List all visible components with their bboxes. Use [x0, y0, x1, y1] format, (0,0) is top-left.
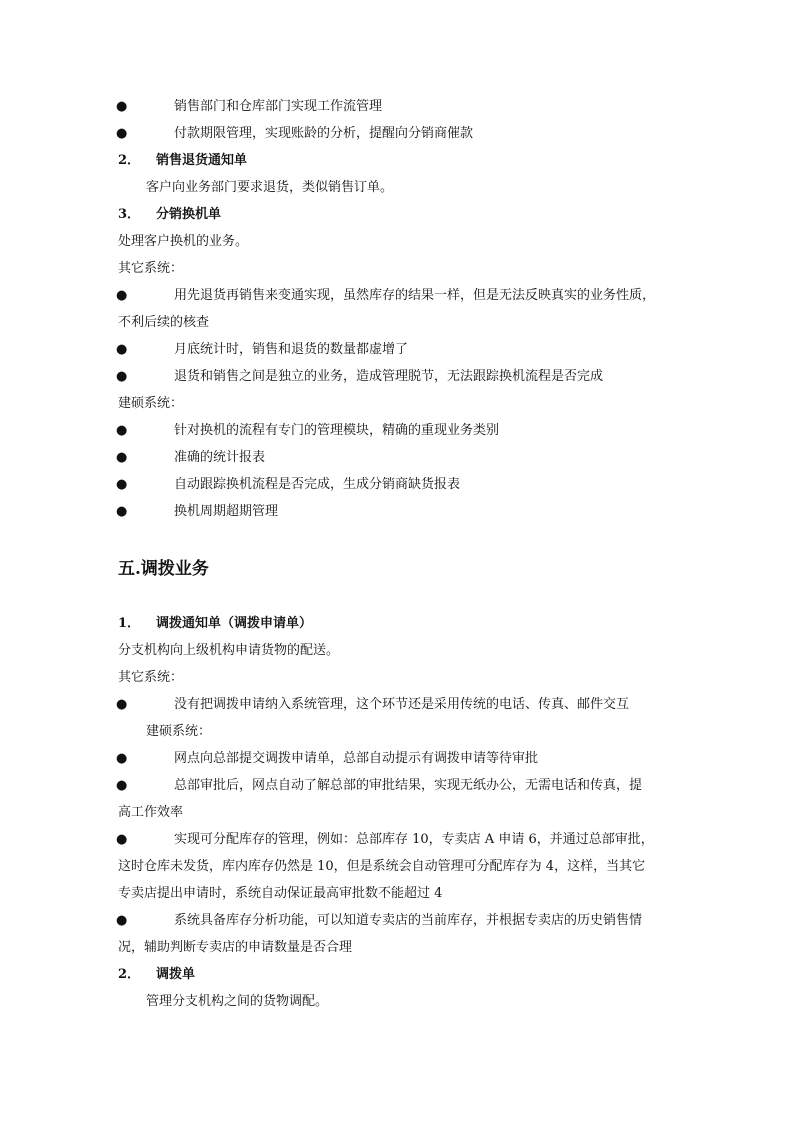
subheading: 其它系统：: [118, 670, 184, 685]
section-number: 2．: [118, 967, 141, 982]
bullet-icon: ●: [116, 751, 128, 766]
list-item-continuation: 不利后续的核查: [118, 315, 210, 330]
list-item: 换机周期超期管理: [174, 504, 279, 519]
bullet-icon: ●: [116, 99, 128, 114]
list-item-continuation: 况，辅助判断专卖店的申请数量是否合理: [118, 940, 353, 955]
section-title: 分销换机单: [156, 207, 222, 222]
list-item: 针对换机的流程有专门的管理模块，精确的重现业务类别: [174, 423, 500, 438]
list-item: 用先退货再销售来变通实现，虽然库存的结果一样，但是无法反映真实的业务性质，: [174, 288, 656, 303]
list-item-continuation: 这时仓库未发货，库内库存仍然是 10，但是系统会自动管理可分配库存为 4，这样，当其它: [118, 859, 646, 874]
list-item: 总部审批后，网点自动了解总部的审批结果，实现无纸办公，无需电话和传真，提: [174, 778, 643, 793]
chapter-heading: 五.调拨业务: [118, 559, 209, 579]
bullet-icon: ●: [116, 369, 128, 384]
list-item: 自动跟踪换机流程是否完成，生成分销商缺货报表: [174, 477, 461, 492]
section-title: 调拨通知单（调拨申请单）: [156, 616, 313, 631]
list-item: 准确的统计报表: [174, 450, 266, 465]
bullet-icon: ●: [116, 504, 128, 519]
section-title: 销售退货通知单: [156, 153, 248, 168]
bullet-icon: ●: [116, 697, 128, 712]
list-item: 退货和销售之间是独立的业务，造成管理脱节，无法跟踪换机流程是否完成: [174, 369, 604, 384]
section-title: 调拨单: [156, 967, 196, 982]
paragraph: 管理分支机构之间的货物调配。: [146, 994, 329, 1009]
list-item: 月底统计时，销售和退货的数量都虚增了: [174, 342, 409, 357]
list-item: 实现可分配库存的管理，例如：总部库存 10，专卖店 A 申请 6，并通过总部审批，: [174, 832, 654, 847]
list-item-continuation: 专卖店提出申请时，系统自动保证最高审批数不能超过 4: [118, 886, 443, 901]
list-item-continuation: 高工作效率: [118, 805, 184, 820]
paragraph: 处理客户换机的业务。: [118, 234, 249, 249]
list-item: 网点向总部提交调拨申请单，总部自动提示有调拨申请等待审批: [174, 751, 539, 766]
bullet-icon: ●: [116, 450, 128, 465]
subheading: 建硕系统：: [146, 724, 212, 739]
section-number: 3．: [118, 207, 141, 222]
bullet-icon: ●: [116, 778, 128, 793]
list-item: 付款期限管理，实现账龄的分析，提醒向分销商催款: [174, 126, 474, 141]
section-number: 1．: [118, 616, 141, 631]
bullet-icon: ●: [116, 423, 128, 438]
subheading: 其它系统：: [118, 261, 184, 276]
list-item: 没有把调拨申请纳入系统管理，这个环节还是采用传统的电话、传真、邮件交互: [174, 697, 630, 712]
list-item: 销售部门和仓库部门实现工作流管理: [174, 99, 383, 114]
list-item: 系统具备库存分析功能，可以知道专卖店的当前库存，并根据专卖店的历史销售情: [174, 913, 643, 928]
bullet-icon: ●: [116, 126, 128, 141]
bullet-icon: ●: [116, 288, 128, 303]
section-number: 2．: [118, 153, 141, 168]
bullet-icon: ●: [116, 477, 128, 492]
subheading: 建硕系统：: [118, 396, 184, 411]
bullet-icon: ●: [116, 913, 128, 928]
bullet-icon: ●: [116, 832, 128, 847]
paragraph: 客户向业务部门要求退货，类似销售订单。: [146, 180, 394, 195]
bullet-icon: ●: [116, 342, 128, 357]
paragraph: 分支机构向上级机构申请货物的配送。: [118, 643, 340, 658]
